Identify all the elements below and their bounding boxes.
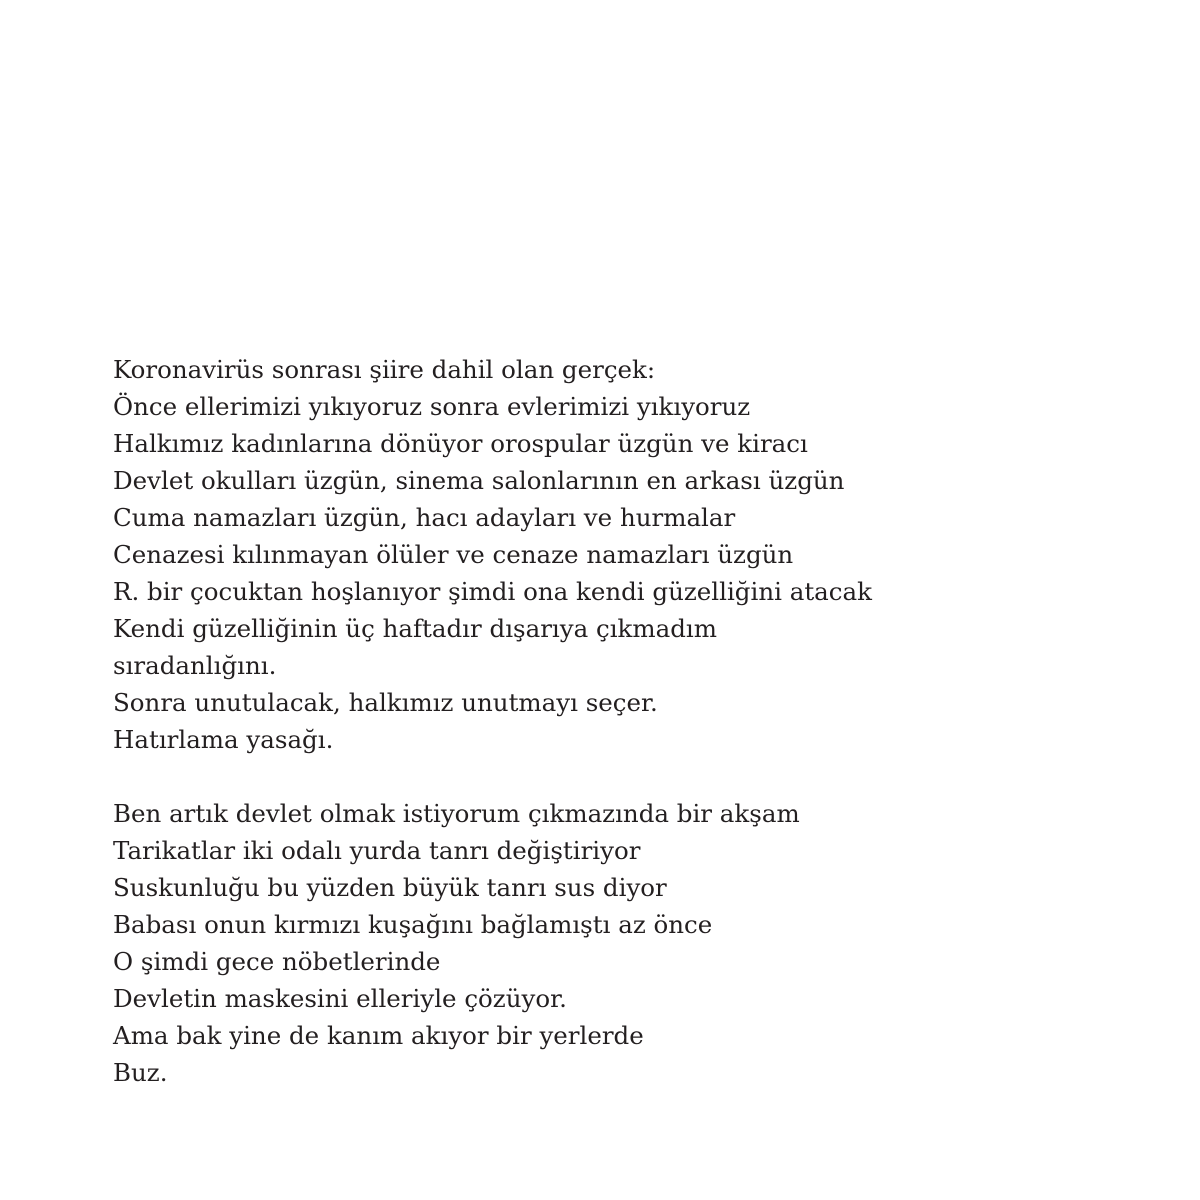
poem-line: R. bir çocuktan hoşlanıyor şimdi ona kendi güzelliğini atacak: [113, 577, 872, 606]
poem-line: Kendi güzelliğinin üç haftadır dışarıya çıkmadım: [113, 614, 717, 643]
poem-line: Sonra unutulacak, halkımız unutmayı seçer.: [113, 688, 658, 717]
poem-line: Önce ellerimizi yıkıyoruz sonra evlerimizi yıkıyoruz: [113, 392, 751, 421]
poem-line: Halkımız kadınlarına dönüyor orospular üzgün ve kiracı: [113, 429, 808, 458]
poem-line: Devlet okulları üzgün, sinema salonlarının en arkası üzgün: [113, 466, 845, 495]
poem-line: Cenazesi kılınmayan ölüler ve cenaze namazları üzgün: [113, 540, 794, 569]
poem-line: sıradanlığını.: [113, 651, 277, 680]
poem-line: Buz.: [113, 1058, 168, 1087]
poem-line: Hatırlama yasağı.: [113, 725, 334, 754]
poem-line: Suskunluğu bu yüzden büyük tanrı sus diyor: [113, 873, 667, 902]
poem-line: Cuma namazları üzgün, hacı adayları ve hurmalar: [113, 503, 736, 532]
stanza-2: [113, 795, 1113, 1091]
poem-line: Koronavirüs sonrası şiire dahil olan gerçek:: [113, 355, 656, 384]
poem-line: Babası onun kırmızı kuşağını bağlamıştı az önce: [113, 910, 713, 939]
poem-line: Devletin maskesini elleriyle çözüyor.: [113, 984, 567, 1013]
poem-line: O şimdi gece nöbetlerinde: [113, 947, 441, 976]
poem-line: Ama bak yine de kanım akıyor bir yerlerde: [113, 1021, 644, 1050]
poem-line: Tarikatlar iki odalı yurda tanrı değiştiriyor: [113, 836, 641, 865]
poem-line: Ben artık devlet olmak istiyorum çıkmazında bir akşam: [113, 799, 800, 828]
poem-text: [113, 351, 1113, 1091]
stanza-1: [113, 351, 1113, 758]
